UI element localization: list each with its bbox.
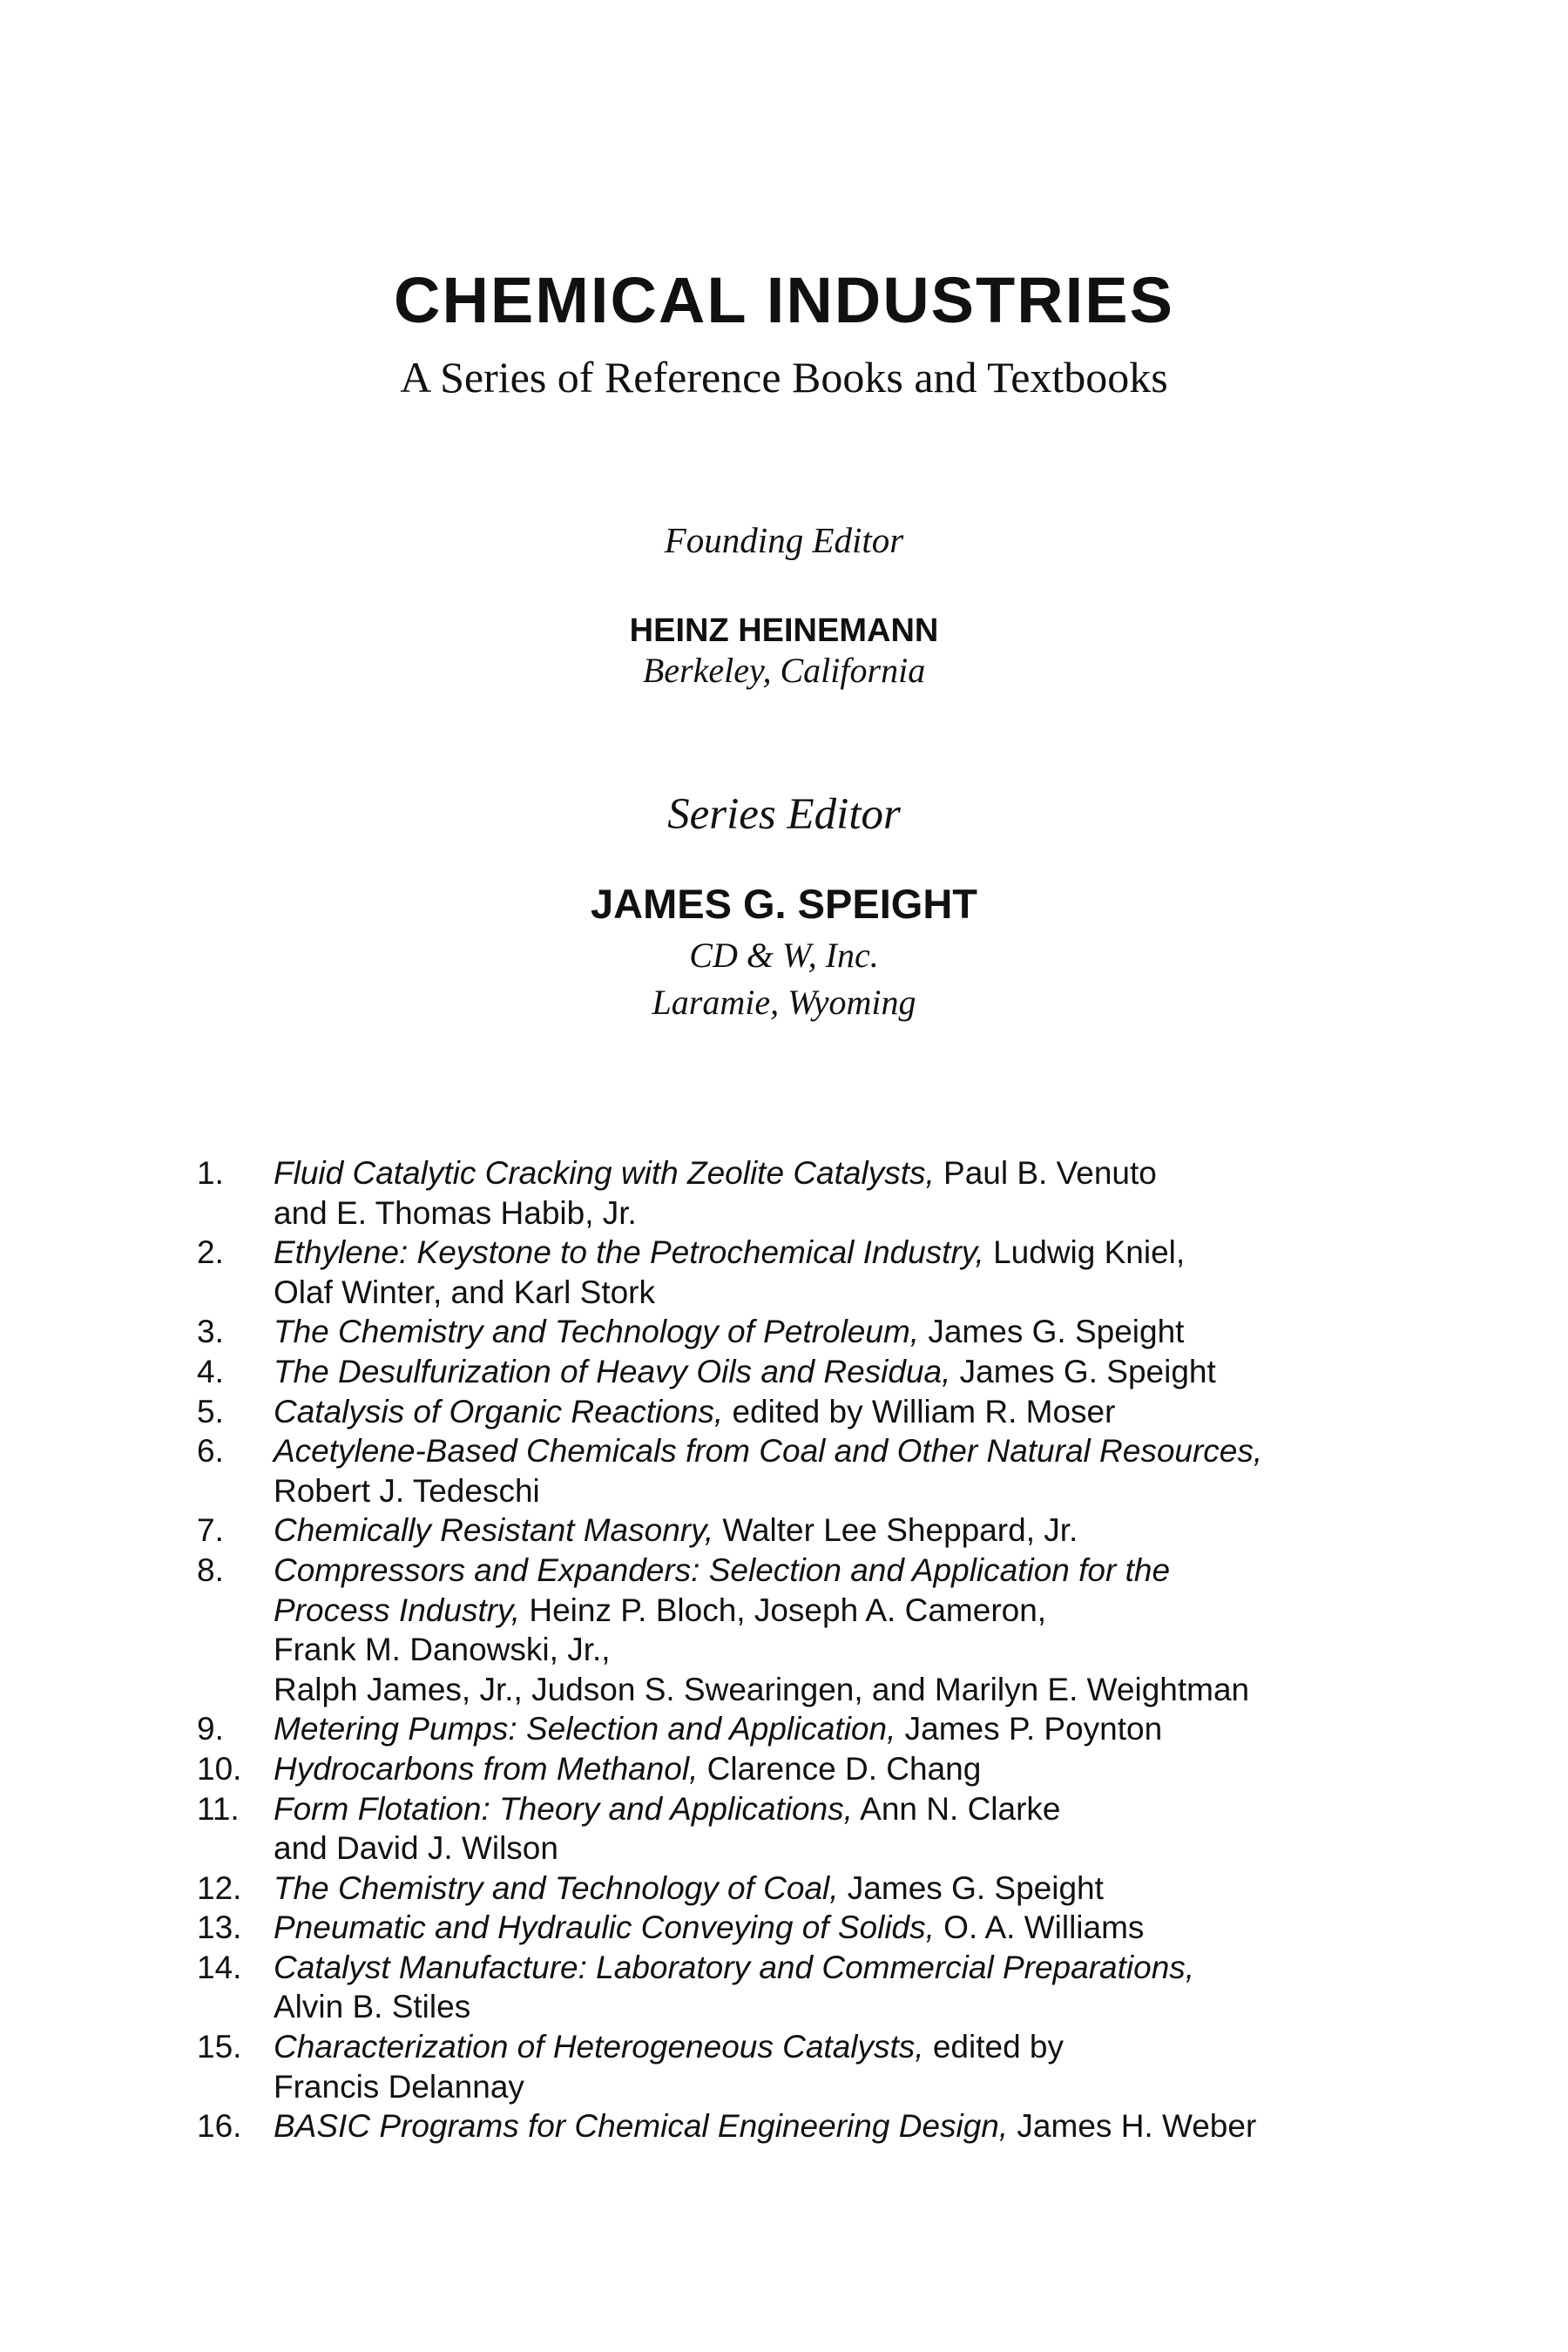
- book-list-item: [197, 1869, 1382, 1909]
- book-title: Hydrocarbons from Methanol,: [274, 1750, 699, 1787]
- book-authors: edited by William R. Moser: [723, 1393, 1116, 1429]
- book-title: Acetylene-Based Chemicals from Coal and Other Natural Resources,: [274, 1433, 1263, 1470]
- book-entry: [274, 1233, 1382, 1312]
- book-number: 2.: [197, 1234, 224, 1271]
- book-authors: Ralph James, Jr., Judson S. Swearingen, and Marilyn E. Weightman: [274, 1671, 1250, 1707]
- book-number: 16.: [197, 2108, 242, 2145]
- series-editor-affiliation-location: Laramie, Wyoming: [652, 983, 916, 1022]
- book-entry: [274, 1153, 1382, 1233]
- founding-editor-name: HEINZ HEINEMANN: [629, 612, 939, 649]
- book-number: 15.: [197, 2029, 242, 2065]
- book-authors: Walter Lee Sheppard, Jr.: [713, 1512, 1078, 1549]
- book-number: 10.: [197, 1750, 242, 1787]
- book-entry: [274, 1352, 1382, 1392]
- book-entry: [274, 1709, 1382, 1749]
- book-number: 1.: [197, 1155, 224, 1191]
- book-authors: Frank M. Danowski, Jr.,: [274, 1632, 611, 1668]
- book-title: Form Flotation: Theory and Applications,: [274, 1790, 853, 1827]
- book-number: 9.: [197, 1711, 224, 1747]
- series-editor-label: Series Editor: [667, 790, 901, 839]
- book-authors: Paul B. Venuto: [934, 1155, 1157, 1191]
- book-authors: and E. Thomas Habib, Jr.: [274, 1194, 637, 1231]
- book-authors: O. A. Williams: [934, 1909, 1145, 1946]
- book-authors: James G. Speight: [950, 1353, 1216, 1389]
- book-list-item: [197, 1709, 1382, 1749]
- series-title: CHEMICAL INDUSTRIES: [394, 264, 1174, 336]
- book-authors: Robert J. Tedeschi: [274, 1472, 540, 1509]
- book-number: 13.: [197, 1909, 242, 1946]
- book-title: Metering Pumps: Selection and Application,: [274, 1711, 896, 1747]
- book-title: Compressors and Expanders: Selection and Application for the Process Industry,: [274, 1551, 1171, 1628]
- book-title: Ethylene: Keystone to the Petrochemical Industry,: [274, 1234, 984, 1271]
- book-title: BASIC Programs for Chemical Engineering Design,: [274, 2108, 1009, 2145]
- book-title: The Chemistry and Technology of Coal,: [274, 1869, 839, 1906]
- book-authors: James H. Weber: [1008, 2108, 1257, 2145]
- book-number: 7.: [197, 1512, 224, 1549]
- book-number: 3.: [197, 1314, 224, 1350]
- book-number: 14.: [197, 1949, 242, 1985]
- book-list-item: [197, 1233, 1382, 1312]
- book-title: Fluid Catalytic Cracking with Zeolite Catalysts,: [274, 1155, 935, 1191]
- book-authors: Alvin B. Stiles: [274, 1989, 471, 2025]
- book-title: Catalysis of Organic Reactions,: [274, 1393, 724, 1429]
- book-authors: edited by: [923, 2029, 1064, 2065]
- book-list-item: [197, 2106, 1382, 2146]
- book-authors: James G. Speight: [919, 1314, 1185, 1350]
- book-number: 12.: [197, 1869, 242, 1906]
- founding-editor-affiliation: Berkeley, California: [642, 651, 926, 690]
- book-list-item: [197, 1153, 1382, 1233]
- book-list-item: [197, 1352, 1382, 1392]
- book-title: The Chemistry and Technology of Petroleum,: [274, 1314, 920, 1350]
- book-number: 8.: [197, 1551, 224, 1588]
- book-entry: [274, 2027, 1382, 2106]
- series-subtitle: A Series of Reference Books and Textbooks: [400, 353, 1168, 402]
- book-entry: [274, 1312, 1382, 1352]
- book-authors: Ludwig Kniel,: [983, 1234, 1186, 1271]
- book-list-item: [197, 2027, 1382, 2106]
- book-authors: Francis Delannay: [274, 2068, 524, 2105]
- book-entry: [274, 1869, 1382, 1909]
- book-authors: James P. Poynton: [896, 1711, 1163, 1747]
- book-number: 6.: [197, 1433, 224, 1470]
- book-authors: and David J. Wilson: [274, 1830, 558, 1867]
- book-entry: [274, 1908, 1382, 1948]
- book-list-item: [197, 1312, 1382, 1352]
- book-entry: [274, 1551, 1382, 1709]
- book-authors: Olaf Winter, and Karl Stork: [274, 1274, 656, 1310]
- book-title: Chemically Resistant Masonry,: [274, 1512, 714, 1549]
- book-list-item: [197, 1908, 1382, 1948]
- book-entry: [274, 1948, 1382, 2027]
- book-list-item: [197, 1789, 1382, 1869]
- book-entry: [274, 1789, 1382, 1869]
- book-authors: Ann N. Clarke: [852, 1790, 1061, 1827]
- book-number: 5.: [197, 1393, 224, 1429]
- book-title: Catalyst Manufacture: Laboratory and Commercial Preparations,: [274, 1949, 1195, 1985]
- book-entry: [274, 1431, 1382, 1511]
- book-list-item: [197, 1392, 1382, 1432]
- book-entry: [274, 2106, 1382, 2146]
- book-authors: Clarence D. Chang: [698, 1750, 982, 1787]
- founding-editor-label: Founding Editor: [664, 520, 904, 560]
- book-entry: [274, 1749, 1382, 1789]
- book-title: The Desulfurization of Heavy Oils and Residua,: [274, 1353, 951, 1389]
- book-authors: Heinz P. Bloch, Joseph A. Cameron,: [520, 1592, 1047, 1628]
- book-list-item: [197, 1431, 1382, 1511]
- book-entry: [274, 1511, 1382, 1551]
- series-editor-name: JAMES G. SPEIGHT: [591, 881, 977, 927]
- book-list-item: [197, 1749, 1382, 1789]
- book-list-item: [197, 1551, 1382, 1709]
- book-entry: [274, 1392, 1382, 1432]
- book-list-item: [197, 1948, 1382, 2027]
- book-list: [197, 1153, 1382, 2146]
- book-authors: James G. Speight: [838, 1869, 1104, 1906]
- book-number: 4.: [197, 1353, 224, 1389]
- series-editor-affiliation-company: CD & W, Inc.: [689, 936, 879, 975]
- book-title: Pneumatic and Hydraulic Conveying of Solids,: [274, 1909, 935, 1946]
- book-list-item: [197, 1511, 1382, 1551]
- book-number: 11.: [197, 1790, 240, 1827]
- book-title: Characterization of Heterogeneous Catalysts,: [274, 2029, 924, 2065]
